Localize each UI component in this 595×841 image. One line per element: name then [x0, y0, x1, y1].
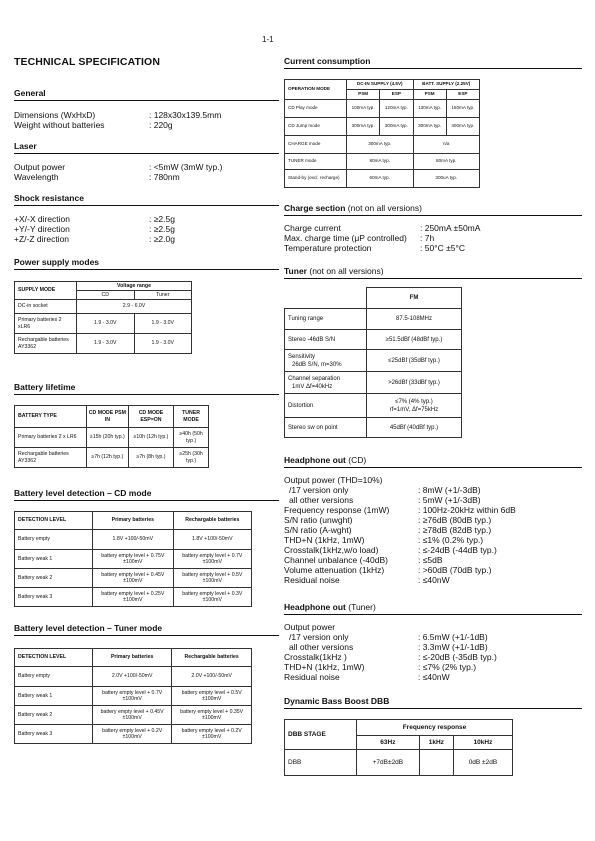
- general-row: [14, 110, 279, 120]
- laser-list: [14, 162, 279, 182]
- hp-cd-heading-text: Headphone out: [284, 455, 346, 465]
- hp-cd-row: [284, 515, 582, 525]
- laser-row: [14, 172, 279, 182]
- table-row: [285, 136, 480, 154]
- cell: Battery weak 3: [15, 588, 93, 607]
- spec-value: : 3.3mW (+1/-1dB): [418, 642, 488, 652]
- col-dc-in: DC-IN SUPPLY (4.5V): [347, 80, 414, 90]
- spec-label: +Y/-Y direction: [14, 224, 70, 234]
- table-row: [285, 350, 462, 372]
- spec-value: : ≥2.0g: [149, 234, 175, 244]
- cell: n/a: [413, 136, 480, 154]
- cell: ≥10h (12h typ.): [128, 428, 173, 448]
- spec-label: Temperature protection: [284, 243, 372, 253]
- charge-list: [284, 223, 582, 253]
- cell: 300mA typ.: [347, 118, 380, 136]
- cell: Rechargable batteries AY3362: [15, 448, 87, 468]
- col-battery-type: BATTERY TYPE: [15, 406, 87, 428]
- cell: >26dBf (33dBf typ.): [367, 372, 462, 394]
- spec-value: : ≤40nW: [418, 672, 450, 682]
- spec-label: +X/-X direction: [14, 214, 70, 224]
- cell: battery empty level + 0.7V ±100mV: [93, 687, 172, 706]
- spec-label: Charge current: [284, 223, 341, 233]
- spec-label: Channel unbalance (-40dB): [284, 555, 388, 565]
- hp-tuner-row: [284, 632, 582, 642]
- spec-label: all other versions: [289, 642, 354, 652]
- col-primary: Primary batteries: [93, 512, 174, 530]
- table-header-row: [15, 282, 192, 291]
- table-row: [15, 428, 209, 448]
- spec-label: THD+N (1kHz, 1mW): [284, 662, 365, 672]
- spec-label: /17 version only: [289, 485, 349, 495]
- table-row: [285, 394, 462, 418]
- charge-heading-text: Charge section: [284, 203, 346, 213]
- cell: CD Play mode: [285, 100, 347, 118]
- laser-rule: [14, 153, 279, 154]
- cell: 300mA typ.: [380, 118, 413, 136]
- cell: 1.9 - 3.0V: [134, 314, 192, 334]
- cell: battery empty level + 0.5V ±100mV: [173, 569, 251, 588]
- bld-tuner-table: [14, 648, 252, 744]
- col-operation-mode: OPERATION MODE: [285, 80, 347, 100]
- hp-cd-heading: [284, 455, 366, 465]
- table-row: [15, 530, 252, 550]
- cell: 300uA typ.: [413, 170, 480, 188]
- hp-cd-row: [284, 575, 582, 585]
- cell: 100mA typ.: [347, 100, 380, 118]
- table-row: [15, 314, 192, 334]
- cell: Distortion: [285, 394, 367, 418]
- spec-label: S/N ratio (A-wght): [284, 525, 352, 535]
- hp-tuner-list: [284, 622, 582, 682]
- cell: 120mA typ.: [380, 100, 413, 118]
- col-supply-mode: SUPPLY MODE: [15, 282, 77, 300]
- hp-cd-list: [284, 475, 582, 585]
- table-row: [15, 448, 209, 468]
- charge-row: [284, 233, 582, 243]
- col-detection-level: DETECTION LEVEL: [15, 649, 93, 667]
- cell: 60mA typ.: [347, 170, 414, 188]
- cell: battery empty level + 0.2V ±100mV: [93, 725, 172, 744]
- cell: ≥25h (30h typ.): [174, 448, 209, 468]
- shock-list: [14, 214, 279, 244]
- spec-value: : ≤40nW: [418, 575, 450, 585]
- battery-lifetime-table: [14, 405, 209, 468]
- hp-tuner-heading-text: Headphone out: [284, 602, 346, 612]
- laser-heading: Laser: [14, 141, 37, 151]
- cell: Stand-by (excl. recharge): [285, 170, 347, 188]
- power-modes-rule: [14, 269, 279, 270]
- cell: 400mA typ.: [446, 118, 479, 136]
- cell: ≥7h (8h typ.): [128, 448, 173, 468]
- spec-label: Output power: [14, 162, 66, 172]
- charge-row: [284, 243, 582, 253]
- col-batt: BATT. SUPPLY (2.25V): [413, 80, 480, 90]
- table-header-row: [285, 288, 462, 309]
- cell: Battery weak 1: [15, 687, 93, 706]
- col-psm: PSM: [413, 90, 446, 100]
- spec-value: : 220g: [149, 120, 173, 130]
- cell: [367, 394, 462, 418]
- cell: ≥7h (12h typ.): [87, 448, 129, 468]
- general-list: [14, 110, 279, 130]
- spec-value: : 6.5mW (+1/-1dB): [418, 632, 488, 642]
- cell: +7dB±2dB: [357, 750, 420, 776]
- page-title: TECHNICAL SPECIFICATION: [14, 56, 160, 68]
- cell-line: ≤7% (4% typ.): [395, 398, 433, 405]
- tuner-heading: [284, 266, 384, 276]
- general-row: [14, 120, 279, 130]
- col-63hz: 63Hz: [357, 736, 420, 750]
- cell: CD Jump mode: [285, 118, 347, 136]
- col-psm: PSM: [347, 90, 380, 100]
- spec-label: Max. charge time (μP controlled): [284, 233, 407, 243]
- table-header-row: [285, 80, 480, 90]
- spec-value: : >60dB (70dB typ.): [418, 565, 492, 575]
- cell: Battery weak 3: [15, 725, 93, 744]
- spec-value: : 7h: [420, 233, 435, 243]
- cell: 1.8V +100/-50mV: [173, 530, 251, 550]
- col-cd-esp: CD MODE ESP=ON: [128, 406, 173, 428]
- cell: 80mA typ.: [413, 154, 480, 170]
- spec-label: S/N ratio (unwght): [284, 515, 353, 525]
- current-table: [284, 79, 480, 188]
- spec-label: Residual noise: [284, 672, 340, 682]
- cell: 2.9 - 6.0V: [77, 300, 192, 314]
- shock-row: [14, 234, 279, 244]
- spec-label: /17 version only: [289, 632, 349, 642]
- shock-row: [14, 214, 279, 224]
- table-row: [285, 154, 480, 170]
- cell: [419, 750, 453, 776]
- cell: 150mA typ.: [446, 100, 479, 118]
- hp-cd-row: [284, 525, 582, 535]
- spec-value: : ≤7% (2% typ.): [418, 662, 477, 672]
- cell: battery empty level + 0.75V ±100mV: [93, 550, 174, 569]
- table-row: [15, 550, 252, 569]
- bld-tuner-heading: Battery level detection – Tuner mode: [14, 623, 163, 633]
- spec-label: Weight without batteries: [14, 120, 105, 130]
- table-row: [15, 300, 192, 314]
- hp-tuner-row: [284, 662, 582, 672]
- spec-value: : ≥78dB (82dB typ.): [418, 525, 492, 535]
- hp-cd-rule: [284, 467, 582, 468]
- cell: [285, 372, 367, 394]
- table-row: [15, 687, 252, 706]
- cell: battery empty level + 0.45V ±100mV: [93, 706, 172, 725]
- table-row: [15, 569, 252, 588]
- spec-value: : ≤-24dB (-44dB typ.): [418, 545, 497, 555]
- cell: CHARGE mode: [285, 136, 347, 154]
- col-dbb-stage: DBB STAGE: [285, 720, 357, 750]
- col-esp: ESP: [446, 90, 479, 100]
- hp-cd-row: [284, 565, 582, 575]
- tuner-table: [284, 287, 462, 438]
- cell: ≤25dBf (35dBf typ.): [367, 350, 462, 372]
- cell: TUNER mode: [285, 154, 347, 170]
- col-frequency-response: Frequency response: [357, 720, 513, 736]
- cell: battery empty level + 0.5V ±100mV: [172, 687, 252, 706]
- table-header-row: [15, 649, 252, 667]
- table-row: [285, 330, 462, 350]
- col-primary: Primary batteries: [93, 649, 172, 667]
- spec-value: : 128x30x139.5mm: [149, 110, 222, 120]
- dbb-table: [284, 719, 513, 776]
- table-header-row: [285, 720, 513, 736]
- cell: ≥51.5dBf (48dBf typ.): [367, 330, 462, 350]
- spec-value: : ≤5dB: [418, 555, 443, 565]
- table-row: [15, 725, 252, 744]
- cell: 300mA typ.: [413, 118, 446, 136]
- battery-lifetime-heading: Battery lifetime: [14, 382, 76, 392]
- cell: 1.9 - 3.0V: [77, 314, 135, 334]
- cell-line: 1mV Δf=40kHz: [292, 383, 333, 390]
- spec-label: Dimensions (WxHxD): [14, 110, 96, 120]
- tuner-heading-text: Tuner: [284, 266, 307, 276]
- cell: ≥40h (50h typ.): [174, 428, 209, 448]
- dbb-heading: Dynamic Bass Boost DBB: [284, 696, 390, 706]
- bld-cd-table: [14, 511, 252, 607]
- table-row: [285, 750, 513, 776]
- spec-label: Output power (THD=10%): [284, 475, 383, 485]
- table-row: [15, 334, 192, 354]
- current-heading: Current consumption: [284, 56, 371, 66]
- bld-tuner-rule: [14, 635, 279, 636]
- spec-value: : 50°C ±5°C: [420, 243, 466, 253]
- cell: Battery empty: [15, 667, 93, 687]
- col-1khz: 1kHz: [419, 736, 453, 750]
- spec-label: THD+N (1kHz, 1mW): [284, 535, 365, 545]
- cell: Battery weak 2: [15, 569, 93, 588]
- cell: Battery weak 2: [15, 706, 93, 725]
- cell: 87.5-108MHz: [367, 309, 462, 330]
- cell: Stereo -46dB S/N: [285, 330, 367, 350]
- hp-tuner-heading: [284, 602, 376, 612]
- hp-tuner-row: [284, 652, 582, 662]
- cell-line: 26dB S/N, m=30%: [292, 361, 342, 368]
- spec-value: : ≤1% (0.2% typ.): [418, 535, 484, 545]
- col-cd: CD: [77, 291, 135, 300]
- charge-heading-note: (not on all versions): [347, 203, 422, 213]
- cell: Tuning range: [285, 309, 367, 330]
- spec-value: : 8mW (+1/-3dB): [418, 485, 481, 495]
- current-rule: [284, 68, 582, 69]
- spec-value: : ≤-20dB (-35dB typ.): [418, 652, 497, 662]
- spec-value: : <5mW (3mW typ.): [149, 162, 223, 172]
- cell: 0dB ±2dB: [453, 750, 512, 776]
- cell: 130mA typ.: [413, 100, 446, 118]
- spec-label: +Z/-Z direction: [14, 234, 70, 244]
- cell: 80mA typ.: [347, 154, 414, 170]
- hp-tuner-row: [284, 672, 582, 682]
- power-modes-table: [14, 281, 192, 354]
- tuner-rule: [284, 278, 582, 279]
- charge-rule: [284, 215, 582, 216]
- col-fm: FM: [367, 288, 462, 309]
- cell: battery empty level + 0.35V ±100mV: [172, 706, 252, 725]
- table-row: [15, 667, 252, 687]
- hp-cd-row: [284, 475, 582, 485]
- table-row: [15, 588, 252, 607]
- charge-row: [284, 223, 582, 233]
- col-detection-level: DETECTION LEVEL: [15, 512, 93, 530]
- col-rechargable: Rechargable batteries: [173, 512, 251, 530]
- spec-value: : ≥76dB (80dB typ.): [418, 515, 492, 525]
- laser-row: [14, 162, 279, 172]
- cell: Primary batteries 2 xLR6: [15, 314, 77, 334]
- cell: battery empty level + 0.7V ±100mV: [173, 550, 251, 569]
- general-rule: [14, 100, 279, 101]
- cell: DC-in socket: [15, 300, 77, 314]
- cell: Primary batteries 2 x LR6: [15, 428, 87, 448]
- cell: Rechargable batteries AY3362: [15, 334, 77, 354]
- battery-lifetime-rule: [14, 394, 279, 395]
- general-heading: General: [14, 88, 46, 98]
- spec-value: : 250mA ±50mA: [420, 223, 481, 233]
- col-tuner-mode: TUNER MODE: [174, 406, 209, 428]
- spec-label: Crosstalk(1kHz,w/o load): [284, 545, 379, 555]
- shock-heading: Shock resistance: [14, 193, 84, 203]
- spec-value: : 100Hz-20kHz within 6dB: [418, 505, 516, 515]
- spec-label: Output power: [284, 622, 336, 632]
- col-rechargable: Rechargable batteries: [172, 649, 252, 667]
- page-number: 1-1: [262, 35, 274, 44]
- spec-label: Volume attenuation (1kHz): [284, 565, 385, 575]
- charge-heading: [284, 203, 422, 213]
- hp-cd-row: [284, 505, 582, 515]
- spec-label: Wavelength: [14, 172, 59, 182]
- cell: [285, 350, 367, 372]
- spec-value: : ≥2.5g: [149, 224, 175, 234]
- spec-label: Crosstalk(1kHz ): [284, 652, 347, 662]
- dbb-rule: [284, 708, 582, 709]
- cell: Battery empty: [15, 530, 93, 550]
- cell: 1.9 - 3.0V: [134, 334, 192, 354]
- col-esp: ESP: [380, 90, 413, 100]
- col-tuner: Tuner: [134, 291, 192, 300]
- cell: battery empty level + 0.25V ±100mV: [93, 588, 174, 607]
- cell: battery empty level + 0.2V ±100mV: [172, 725, 252, 744]
- hp-tuner-rule: [284, 614, 582, 615]
- cell: Battery weak 1: [15, 550, 93, 569]
- shock-row: [14, 224, 279, 234]
- cell: 300mA typ.: [347, 136, 414, 154]
- hp-tuner-heading-note: (Tuner): [348, 602, 376, 612]
- bld-cd-heading: Battery level detection – CD mode: [14, 488, 152, 498]
- hp-cd-row: [284, 495, 582, 505]
- bld-cd-rule: [14, 500, 279, 501]
- tuner-heading-note: (not on all versions): [309, 266, 384, 276]
- shock-rule: [14, 205, 279, 206]
- spec-value: : 5mW (+1/-3dB): [418, 495, 481, 505]
- cell: battery empty level + 0.3V ±100mV: [173, 588, 251, 607]
- col-cd-psm: CD MODE PSM IN: [87, 406, 129, 428]
- spec-value: : 780nm: [149, 172, 180, 182]
- spec-value: : ≥2.5g: [149, 214, 175, 224]
- hp-cd-heading-note: (CD): [348, 455, 367, 465]
- cell: 2.0V +100/-50mV: [172, 667, 252, 687]
- hp-cd-row: [284, 485, 582, 495]
- cell-line: Sensitivity: [288, 353, 316, 360]
- cell: DBB: [285, 750, 357, 776]
- table-row: [285, 100, 480, 118]
- spec-label: Frequency response (1mW): [284, 505, 390, 515]
- col-10khz: 10kHz: [453, 736, 512, 750]
- cell: 1.8V +100/-50mV: [93, 530, 174, 550]
- hp-tuner-row: [284, 642, 582, 652]
- cell: battery empty level + 0.45V ±100mV: [93, 569, 174, 588]
- cell: 45dBf (40dBf typ.): [367, 418, 462, 438]
- cell: 1.9 - 3.0V: [77, 334, 135, 354]
- power-modes-heading: Power supply modes: [14, 257, 100, 267]
- cell-line: Channel separation: [288, 375, 341, 382]
- cell: ≥15h (20h typ.): [87, 428, 129, 448]
- table-header-row: [15, 512, 252, 530]
- spec-label: all other versions: [289, 495, 354, 505]
- table-row: [285, 372, 462, 394]
- col-voltage-range: Voltage range: [77, 282, 192, 291]
- cell: 2.0V +100/-50mV: [93, 667, 172, 687]
- table-row: [15, 706, 252, 725]
- cell-line: rf=1mV, Δf=75kHz: [389, 406, 439, 413]
- hp-tuner-row: [284, 622, 582, 632]
- hp-cd-row: [284, 535, 582, 545]
- table-row: [285, 170, 480, 188]
- table-row: [285, 418, 462, 438]
- hp-cd-row: [284, 545, 582, 555]
- hp-cd-row: [284, 555, 582, 565]
- blank-cell: [285, 288, 367, 309]
- table-row: [285, 118, 480, 136]
- cell: Stereo sw on point: [285, 418, 367, 438]
- table-row: [285, 309, 462, 330]
- spec-label: Residual noise: [284, 575, 340, 585]
- table-header-row: [15, 406, 209, 428]
